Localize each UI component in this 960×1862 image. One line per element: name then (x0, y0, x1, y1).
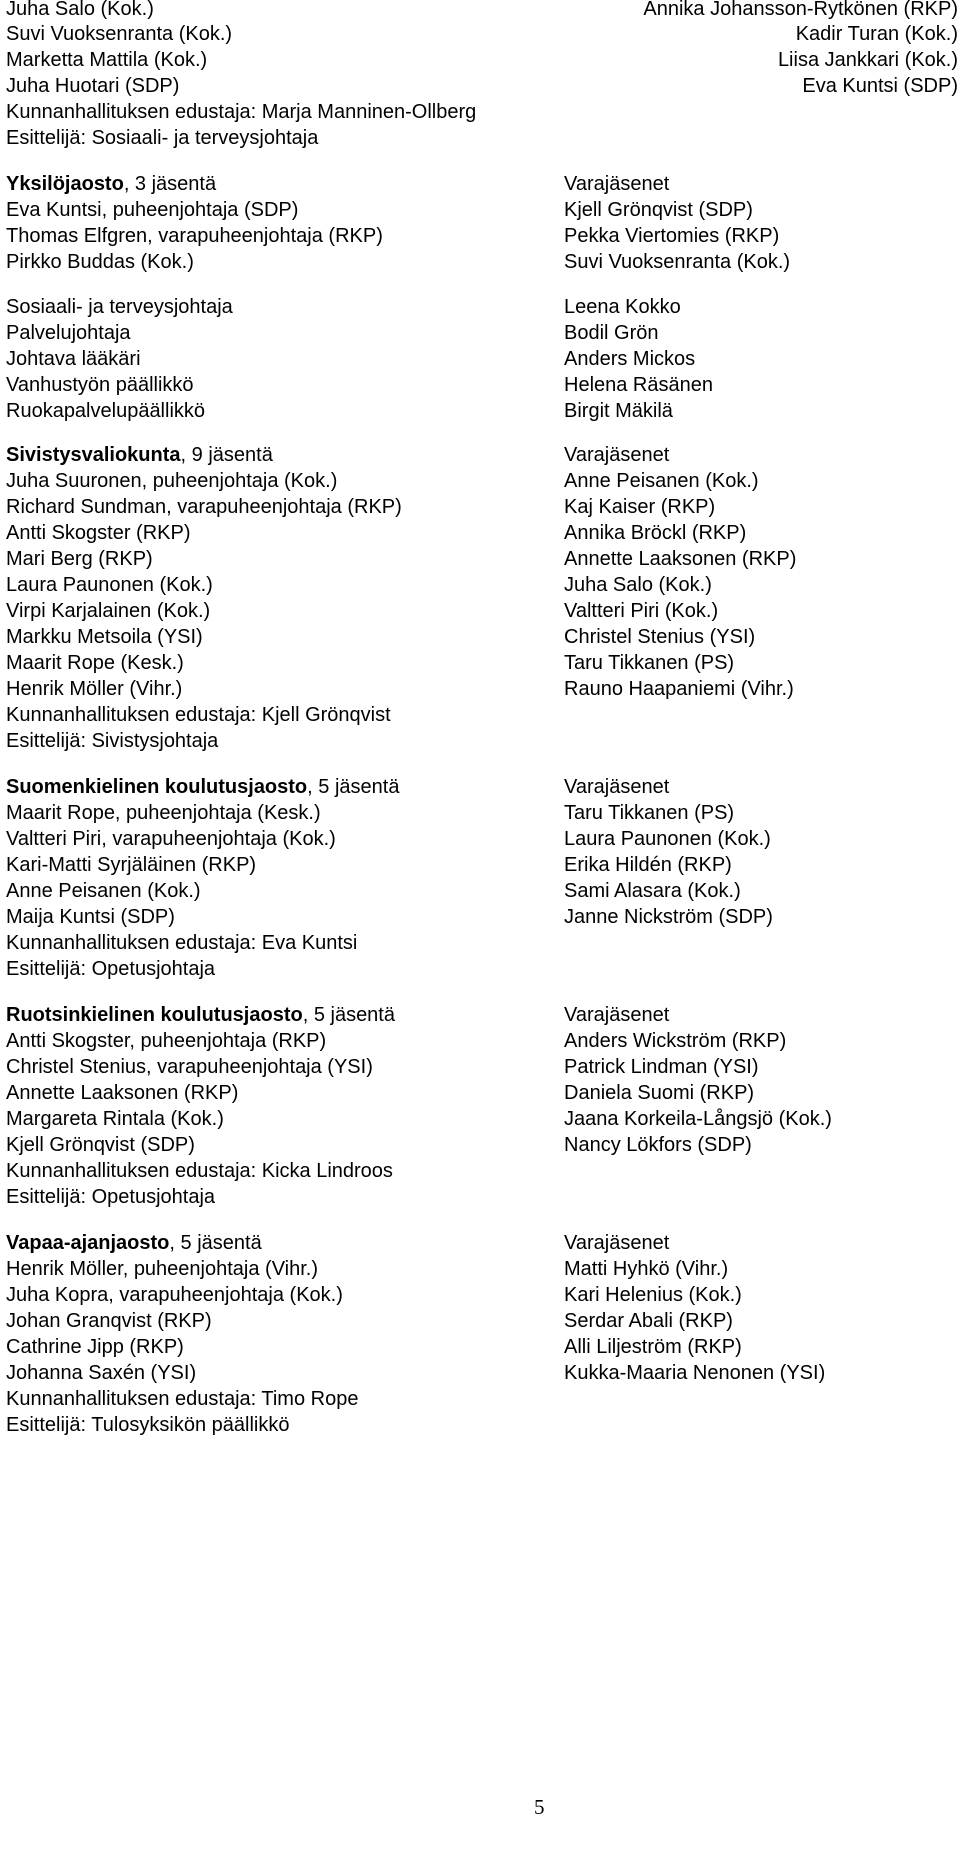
member-name: Thomas Elfgren, varapuheenjohtaja (RKP) (6, 225, 383, 247)
member-name: Virpi Karjalainen (Kok.) (6, 600, 211, 622)
deputy-name: Anders Wickström (RKP) (564, 1030, 787, 1052)
official-name: Bodil Grön (564, 322, 659, 344)
deputies-heading: Varajäsenet (564, 1004, 670, 1026)
board-representative: Kunnanhallituksen edustaja: Kjell Grönqvist (6, 704, 391, 726)
deputy-name: Jaana Korkeila-Långsjö (Kok.) (564, 1108, 832, 1130)
section-title (6, 1230, 262, 1256)
official-name: Birgit Mäkilä (564, 400, 673, 422)
member-name: Maija Kuntsi (SDP) (6, 906, 175, 928)
member-name: Annette Laaksonen (RKP) (6, 1082, 239, 1104)
member-name: Eva Kuntsi, puheenjohtaja (SDP) (6, 199, 299, 221)
member-name: Maarit Rope (Kesk.) (6, 652, 184, 674)
deputy-name: Kjell Grönqvist (SDP) (564, 199, 753, 221)
deputy-name: Erika Hildén (RKP) (564, 854, 732, 876)
member-name: Juha Salo (Kok.) (6, 0, 154, 20)
deputies-heading: Varajäsenet (564, 173, 670, 195)
deputy-name: Serdar Abali (RKP) (564, 1310, 733, 1332)
official-role: Johtava lääkäri (6, 348, 141, 370)
member-name: Laura Paunonen (Kok.) (6, 574, 213, 596)
deputy-name: Nancy Lökfors (SDP) (564, 1134, 752, 1156)
member-name: Johanna Saxén (YSI) (6, 1362, 197, 1384)
section-title-count: , 5 jäsentä (169, 1232, 262, 1254)
presenter: Esittelijä: Sivistysjohtaja (6, 730, 219, 752)
member-name: Maarit Rope, puheenjohtaja (Kesk.) (6, 802, 321, 824)
board-representative: Kunnanhallituksen edustaja: Timo Rope (6, 1388, 359, 1410)
deputy-name: Juha Salo (Kok.) (564, 574, 712, 596)
section-title-count: , 5 jäsentä (307, 776, 400, 798)
member-name: Marketta Mattila (Kok.) (6, 49, 208, 71)
deputy-name: Anne Peisanen (Kok.) (564, 470, 759, 492)
presenter: Esittelijä: Tulosyksikön päällikkö (6, 1414, 290, 1436)
deputy-name: Taru Tikkanen (PS) (564, 802, 735, 824)
board-representative: Kunnanhallituksen edustaja: Kicka Lindroos (6, 1160, 393, 1182)
deputy-name: Kaj Kaiser (RKP) (564, 496, 716, 518)
page-number: 5 (534, 1795, 545, 1819)
deputies-heading: Varajäsenet (564, 444, 670, 466)
deputy-name: Liisa Jankkari (Kok.) (777, 49, 958, 71)
deputy-name: Suvi Vuoksenranta (Kok.) (564, 251, 791, 273)
deputy-name: Kari Helenius (Kok.) (564, 1284, 742, 1306)
deputy-name: Sami Alasara (Kok.) (564, 880, 741, 902)
section-title (6, 1002, 395, 1028)
member-name: Richard Sundman, varapuheenjohtaja (RKP) (6, 496, 402, 518)
deputy-name: Alli Liljeström (RKP) (564, 1336, 742, 1358)
deputy-name: Christel Stenius (YSI) (564, 626, 756, 648)
member-name: Juha Huotari (SDP) (6, 75, 180, 97)
section-title-bold: Yksilöjaosto (6, 173, 124, 195)
deputy-name: Rauno Haapaniemi (Vihr.) (564, 678, 794, 700)
section-title (6, 442, 273, 468)
member-name: Henrik Möller (Vihr.) (6, 678, 183, 700)
member-name: Antti Skogster (RKP) (6, 522, 191, 544)
section-title (6, 171, 216, 197)
presenter: Esittelijä: Opetusjohtaja (6, 1186, 216, 1208)
official-role: Ruokapalvelupäällikkö (6, 400, 206, 422)
deputy-name: Kukka-Maaria Nenonen (YSI) (564, 1362, 826, 1384)
member-name: Suvi Vuoksenranta (Kok.) (6, 23, 233, 45)
deputy-name: Annika Bröckl (RKP) (564, 522, 747, 544)
member-name: Valtteri Piri, varapuheenjohtaja (Kok.) (6, 828, 336, 850)
section-title-bold: Ruotsinkielinen koulutusjaosto (6, 1004, 303, 1026)
official-name: Helena Räsänen (564, 374, 713, 396)
deputy-name: Taru Tikkanen (PS) (564, 652, 735, 674)
deputy-name: Laura Paunonen (Kok.) (564, 828, 771, 850)
member-name: Pirkko Buddas (Kok.) (6, 251, 194, 273)
member-name: Johan Granqvist (RKP) (6, 1310, 212, 1332)
member-name: Kjell Grönqvist (SDP) (6, 1134, 195, 1156)
deputy-name: Matti Hyhkö (Vihr.) (564, 1258, 729, 1280)
member-name: Cathrine Jipp (RKP) (6, 1336, 184, 1358)
section-title-bold: Sivistysvaliokunta (6, 444, 181, 466)
member-name: Anne Peisanen (Kok.) (6, 880, 201, 902)
deputy-name: Annika Johansson-Rytkönen (RKP) (643, 0, 958, 20)
section-title-count: , 5 jäsentä (302, 1004, 395, 1026)
member-name: Margareta Rintala (Kok.) (6, 1108, 224, 1130)
board-representative: Kunnanhallituksen edustaja: Marja Manninen-Ollberg (6, 101, 477, 123)
deputy-name: Eva Kuntsi (SDP) (802, 75, 958, 97)
section-title-count: , 3 jäsentä (123, 173, 217, 195)
board-representative: Kunnanhallituksen edustaja: Eva Kuntsi (6, 932, 358, 954)
deputy-name: Janne Nickström (SDP) (564, 906, 773, 928)
official-role: Vanhustyön päällikkö (6, 374, 194, 396)
section-title-bold: Suomenkielinen koulutusjaosto (6, 776, 308, 798)
deputy-name: Kadir Turan (Kok.) (795, 23, 958, 45)
deputy-name: Patrick Lindman (YSI) (564, 1056, 759, 1078)
official-name: Leena Kokko (564, 296, 681, 318)
deputy-name: Annette Laaksonen (RKP) (564, 548, 797, 570)
section-title (6, 774, 399, 800)
deputy-name: Valtteri Piri (Kok.) (564, 600, 719, 622)
deputy-name: Pekka Viertomies (RKP) (564, 225, 780, 247)
official-role: Palvelujohtaja (6, 322, 131, 344)
member-name: Mari Berg (RKP) (6, 548, 153, 570)
member-name: Henrik Möller, puheenjohtaja (Vihr.) (6, 1258, 319, 1280)
deputies-heading: Varajäsenet (564, 1232, 670, 1254)
section-title-bold: Vapaa-ajanjaosto (6, 1232, 170, 1254)
deputy-name: Daniela Suomi (RKP) (564, 1082, 755, 1104)
official-name: Anders Mickos (564, 348, 696, 370)
member-name: Markku Metsoila (YSI) (6, 626, 203, 648)
presenter: Esittelijä: Opetusjohtaja (6, 958, 216, 980)
member-name: Juha Suuronen, puheenjohtaja (Kok.) (6, 470, 338, 492)
member-name: Juha Kopra, varapuheenjohtaja (Kok.) (6, 1284, 343, 1306)
member-name: Kari-Matti Syrjäläinen (RKP) (6, 854, 257, 876)
member-name: Antti Skogster, puheenjohtaja (RKP) (6, 1030, 327, 1052)
member-name: Christel Stenius, varapuheenjohtaja (YSI) (6, 1056, 373, 1078)
deputies-heading: Varajäsenet (564, 776, 670, 798)
official-role: Sosiaali- ja terveysjohtaja (6, 296, 233, 318)
presenter: Esittelijä: Sosiaali- ja terveysjohtaja (6, 127, 319, 149)
section-title-count: , 9 jäsentä (180, 444, 273, 466)
